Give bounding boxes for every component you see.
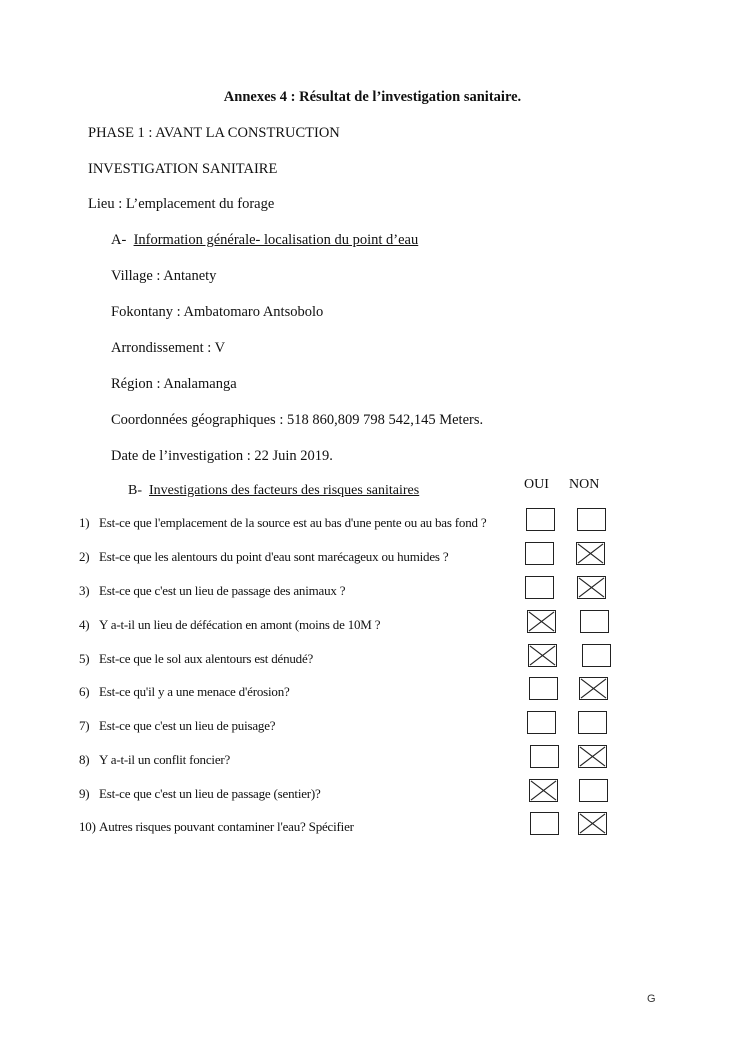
field-village: Village : Antanety xyxy=(111,268,217,284)
checkbox-non[interactable] xyxy=(579,779,608,802)
checkbox-oui[interactable] xyxy=(528,644,557,667)
field-date: Date de l’investigation : 22 Juin 2019. xyxy=(111,448,333,464)
phase-heading: PHASE 1 : AVANT LA CONSTRUCTION xyxy=(88,125,340,141)
field-coordinates: Coordonnées géographiques : 518 860,809 798 542,145 Meters. xyxy=(111,412,484,428)
section-b-marker: B- xyxy=(128,483,142,498)
section-b-heading xyxy=(128,483,419,499)
section-a-marker: A- xyxy=(111,232,127,248)
question-number: 4) xyxy=(79,617,90,632)
question-text: Est-ce que l'emplacement de la source est au bas d'une pente ou au bas fond ? xyxy=(99,515,487,530)
checkbox-non[interactable] xyxy=(577,576,606,599)
checkbox-oui[interactable] xyxy=(526,508,555,531)
checkbox-non[interactable] xyxy=(579,677,608,700)
checkbox-non[interactable] xyxy=(580,610,609,633)
field-fokontany: Fokontany : Ambatomaro Antsobolo xyxy=(111,304,324,320)
investigation-heading: INVESTIGATION SANITAIRE xyxy=(88,161,278,177)
checkbox-oui[interactable] xyxy=(527,711,556,734)
question-text: Est-ce que c'est un lieu de passage (sentier)? xyxy=(99,786,321,801)
question-number: 3) xyxy=(79,583,90,598)
checkbox-oui[interactable] xyxy=(529,779,558,802)
page-title: Annexes 4 : Résultat de l’investigation sanitaire. xyxy=(223,89,522,105)
question-text: Autres risques pouvant contaminer l'eau? Spécifier xyxy=(99,819,354,834)
question-number: 1) xyxy=(79,515,90,530)
question-text: Est-ce que les alentours du point d'eau sont marécageux ou humides ? xyxy=(99,549,449,564)
question-number: 7) xyxy=(79,718,90,733)
section-a-heading xyxy=(111,232,418,249)
checkbox-non[interactable] xyxy=(582,644,611,667)
field-arrondissement: Arrondissement : V xyxy=(111,340,226,356)
checkbox-oui[interactable] xyxy=(525,576,554,599)
checkbox-oui[interactable] xyxy=(530,745,559,768)
column-header-oui: OUI xyxy=(524,477,549,492)
question-number: 2) xyxy=(79,549,90,564)
checkbox-oui[interactable] xyxy=(525,542,554,565)
question-text: Y a-t-il un lieu de défécation en amont (moins de 10M ? xyxy=(99,617,381,632)
checkbox-non[interactable] xyxy=(578,812,607,835)
checkbox-non[interactable] xyxy=(578,745,607,768)
question-text: Est-ce qu'il y a une menace d'érosion? xyxy=(99,684,290,699)
checkbox-non[interactable] xyxy=(578,711,607,734)
section-b-title: Investigations des facteurs des risques sanitaires xyxy=(149,483,420,498)
section-a-title: Information générale- localisation du point d’eau xyxy=(133,232,419,248)
checkbox-oui[interactable] xyxy=(529,677,558,700)
question-number: 10) xyxy=(79,819,96,834)
field-region: Région : Analamanga xyxy=(111,376,237,392)
checkbox-non[interactable] xyxy=(577,508,606,531)
question-number: 6) xyxy=(79,684,90,699)
question-text: Y a-t-il un conflit foncier? xyxy=(99,752,231,767)
column-header-non: NON xyxy=(569,477,600,492)
question-number: 5) xyxy=(79,651,90,666)
question-text: Est-ce que c'est un lieu de puisage? xyxy=(99,718,276,733)
checkbox-non[interactable] xyxy=(576,542,605,565)
question-text: Est-ce que c'est un lieu de passage des animaux ? xyxy=(99,583,346,598)
question-number: 9) xyxy=(79,786,90,801)
question-text: Est-ce que le sol aux alentours est dénudé? xyxy=(99,651,314,666)
location-line: Lieu : L’emplacement du forage xyxy=(88,196,275,212)
page-number: G xyxy=(647,993,656,1005)
checkbox-oui[interactable] xyxy=(527,610,556,633)
question-number: 8) xyxy=(79,752,90,767)
checkbox-oui[interactable] xyxy=(530,812,559,835)
